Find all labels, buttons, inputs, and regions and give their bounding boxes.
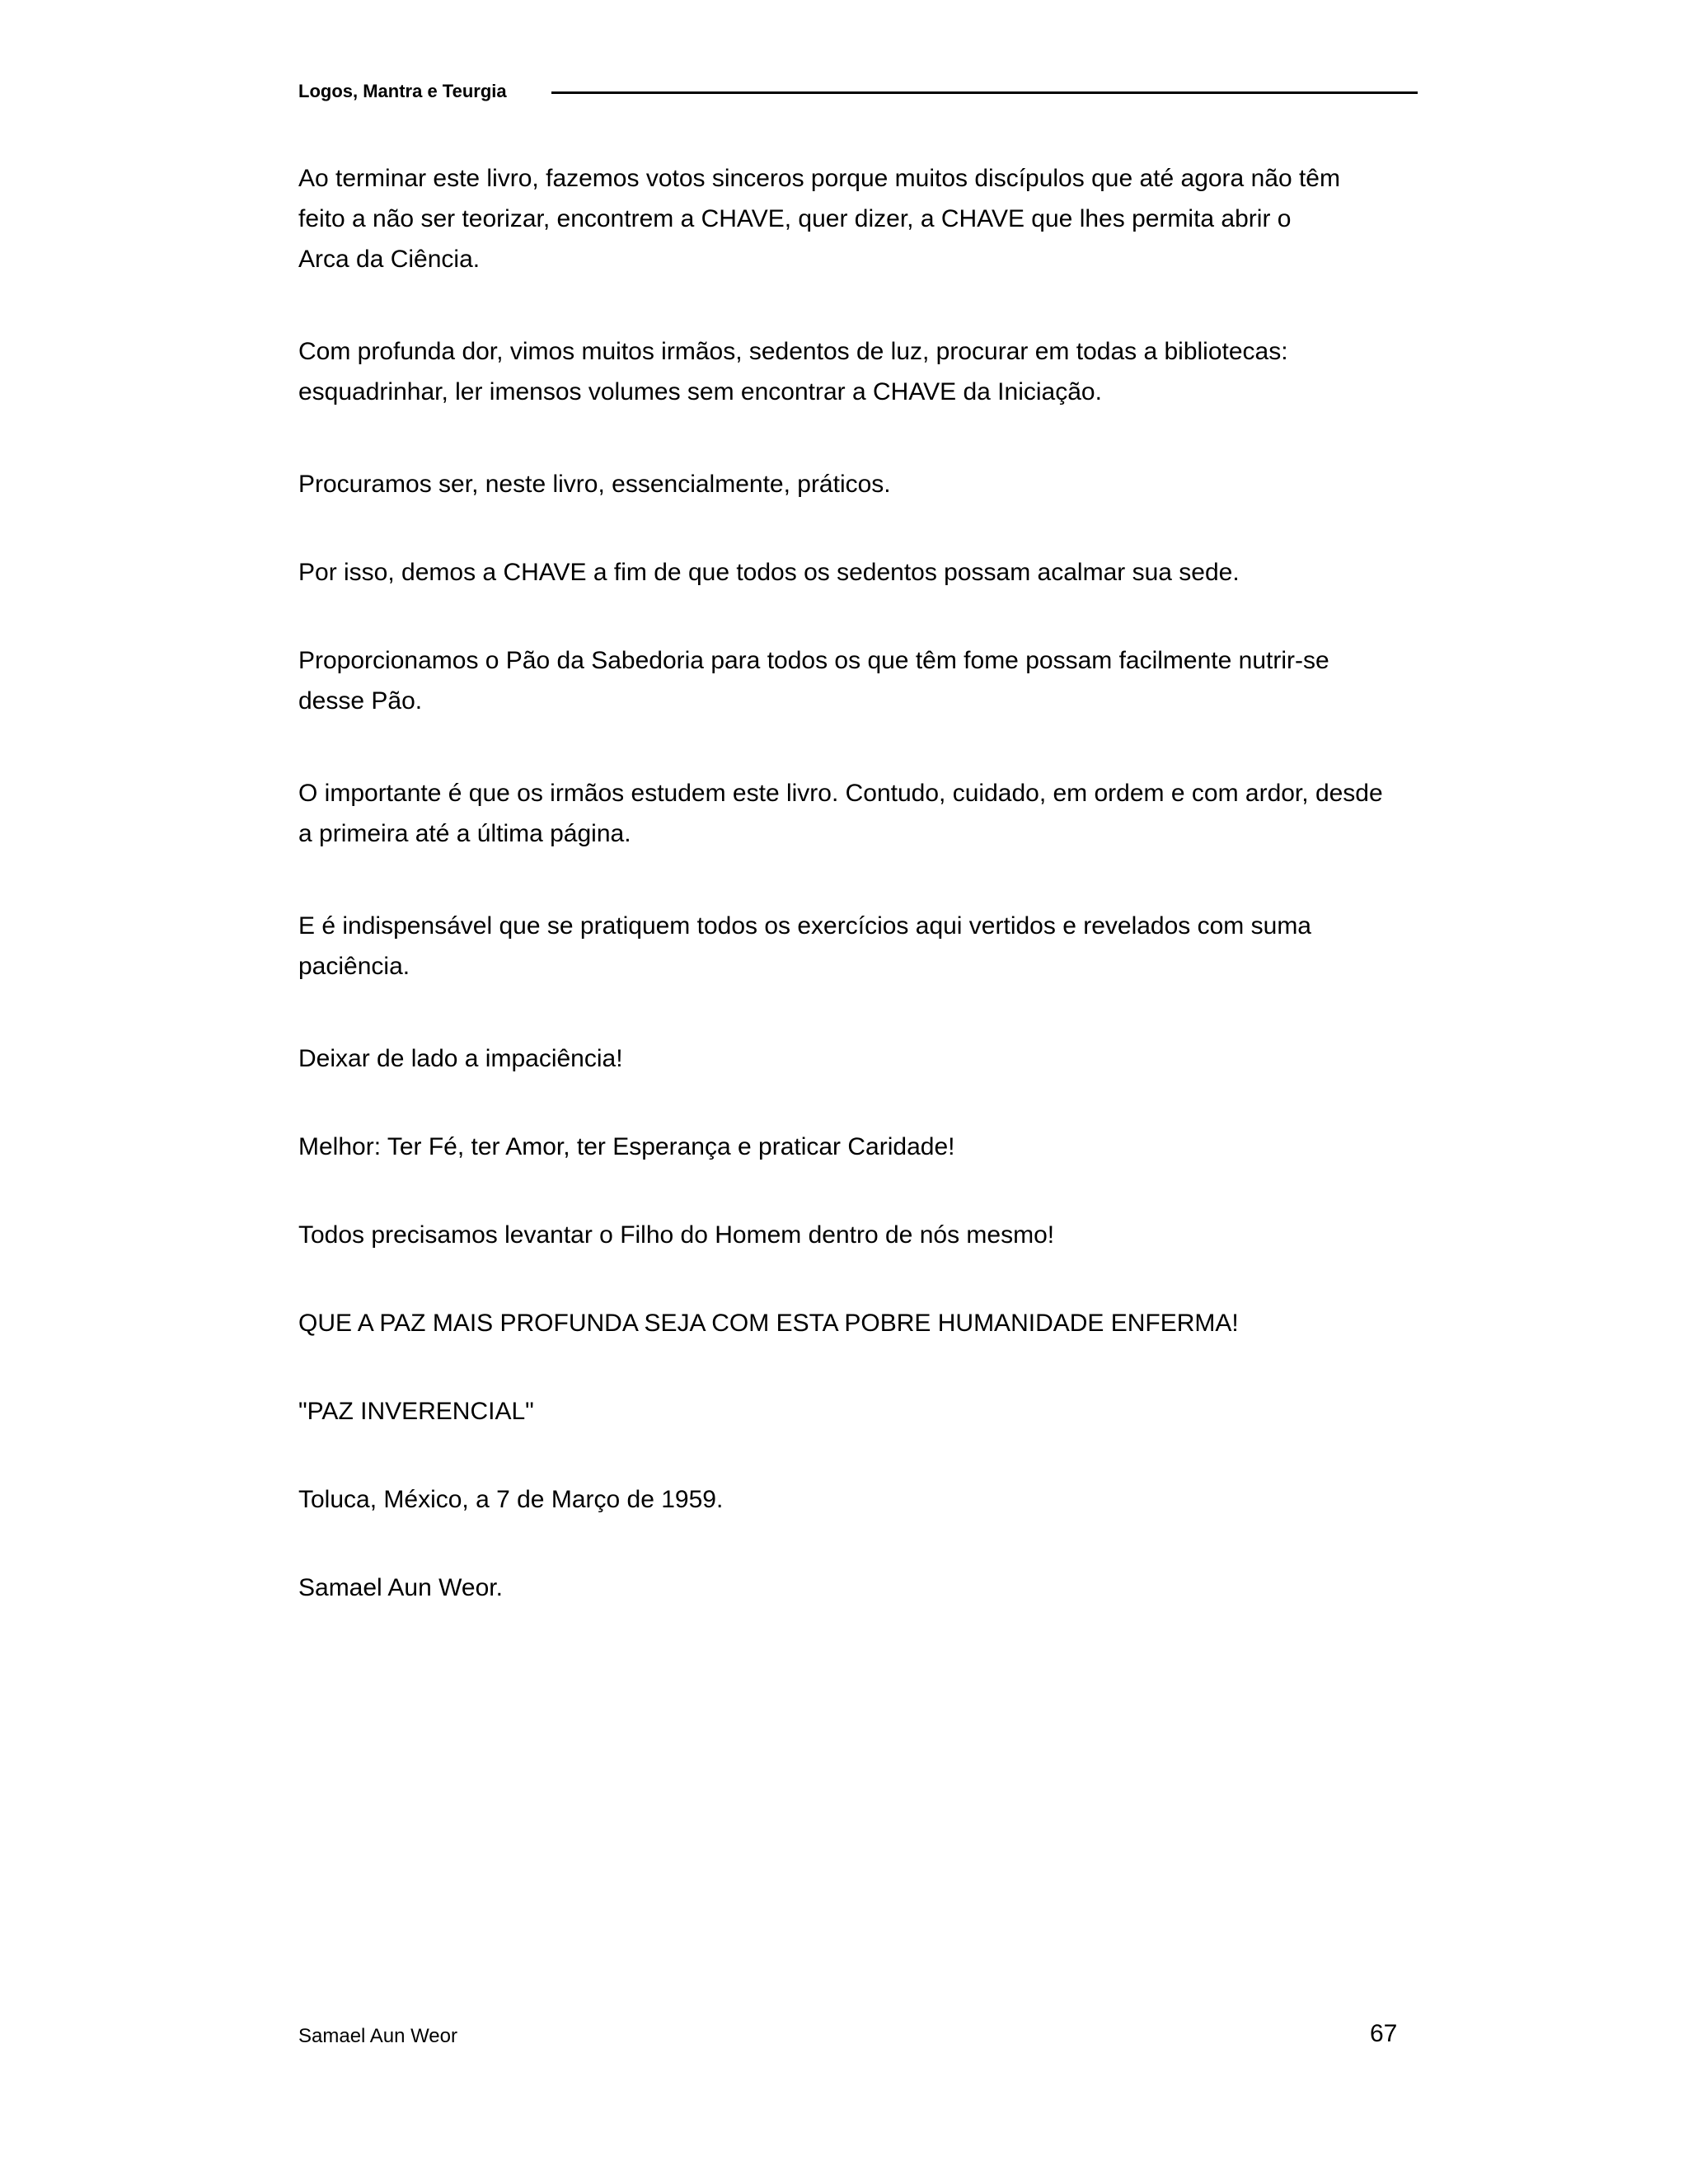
paragraph: E é indispensável que se pratiquem todos os exercícios aqui vertidos e revelados com suma paciência. [298,912,1311,980]
paragraph: Ao terminar este livro, fazemos votos sinceros porque muitos discípulos que até agora não têm feito a não ser teorizar, encontrem a CHAVE, quer dizer, a CHAVE que lhes permita abrir o Arca da Ciência. [298,165,1340,273]
paragraph: "PAZ INVERENCIAL" [298,1398,534,1425]
footer-author: Samael Aun Weor [298,2025,457,2047]
paragraph: Proporcionamos o Pão da Sabedoria para todos os que têm fome possam facilmente nutrir-se desse Pão. [298,647,1329,715]
paragraph: O importante é que os irmãos estudem este livro. Contudo, cuidado, em ordem e com ardor, desde a primeira até a última página. [298,780,1383,847]
paragraph: Procuramos ser, neste livro, essencialmente, práticos. [298,471,891,498]
paragraph: Melhor: Ter Fé, ter Amor, ter Esperança e praticar Caridade! [298,1133,955,1160]
paragraph: QUE A PAZ MAIS PROFUNDA SEJA COM ESTA POBRE HUMANIDADE ENFERMA! [298,1310,1239,1337]
paragraph: Por isso, demos a CHAVE a fim de que todos os sedentos possam acalmar sua sede. [298,559,1240,586]
header-title: Logos, Mantra e Teurgia [298,81,507,101]
paragraph: Todos precisamos levantar o Filho do Homem dentro de nós mesmo! [298,1221,1055,1249]
header-rule [551,91,1418,94]
page-number: 67 [1370,2020,1398,2047]
paragraph: Deixar de lado a impaciência! [298,1045,623,1072]
paragraph: Samael Aun Weor. [298,1574,503,1601]
paragraph: Com profunda dor, vimos muitos irmãos, sedentos de luz, procurar em todas a bibliotecas: esquadrinhar, ler imensos volumes sem encontrar a CHAVE da Iniciação. [298,338,1288,405]
paragraph: Toluca, México, a 7 de Março de 1959. [298,1486,724,1513]
running-header [298,79,1418,107]
body-text [298,158,1386,1608]
